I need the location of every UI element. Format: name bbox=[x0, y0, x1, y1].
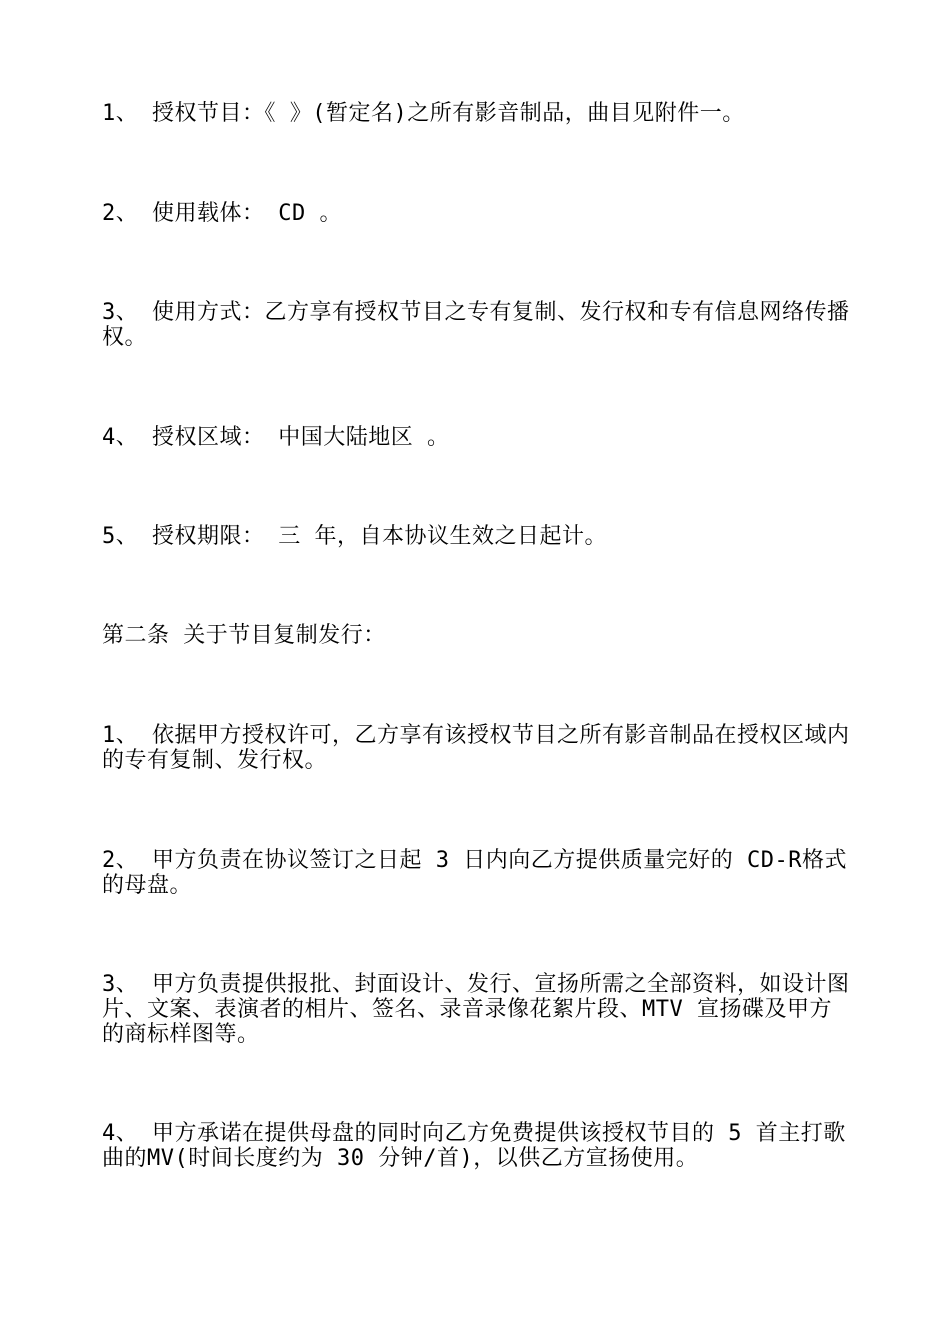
clause-term: 5、 授权期限： 三 年，自本协议生效之日起计。 bbox=[102, 524, 607, 549]
article-two-heading: 第二条 关于节目复制发行： bbox=[102, 623, 386, 648]
clause-media-carrier: 2、 使用载体： CD 。 bbox=[102, 201, 342, 226]
article-two-item-1: 1、 依据甲方授权许可，乙方享有该授权节目之所有影音制品在授权区域内的专有复制、发行权。 bbox=[102, 723, 850, 773]
clause-program: 1、 授权节目：《 》(暂定名)之所有影音制品，曲目见附件一。 bbox=[102, 101, 745, 126]
article-two-item-2: 2、 甲方负责在协议签订之日起 3 日内向乙方提供质量完好的 CD-R格式的母盘。 bbox=[102, 848, 847, 898]
article-two-item-3: 3、 甲方负责提供报批、封面设计、发行、宣扬所需之全部资料，如设计图片、文案、表演者的相片、签名、录音录像花絮片段、MTV 宣扬碟及甲方的商标样图等。 bbox=[102, 972, 850, 1047]
article-two-item-4: 4、 甲方承诺在提供母盘的同时向乙方免费提供该授权节目的 5 首主打歌曲的MV(时间长度约为 30 分钟/首)，以供乙方宣扬使用。 bbox=[102, 1121, 846, 1171]
clause-territory: 4、 授权区域： 中国大陆地区 。 bbox=[102, 425, 450, 450]
clause-usage-method: 3、 使用方式：乙方享有授权节目之专有复制、发行权和专有信息网络传播权。 bbox=[102, 300, 850, 350]
